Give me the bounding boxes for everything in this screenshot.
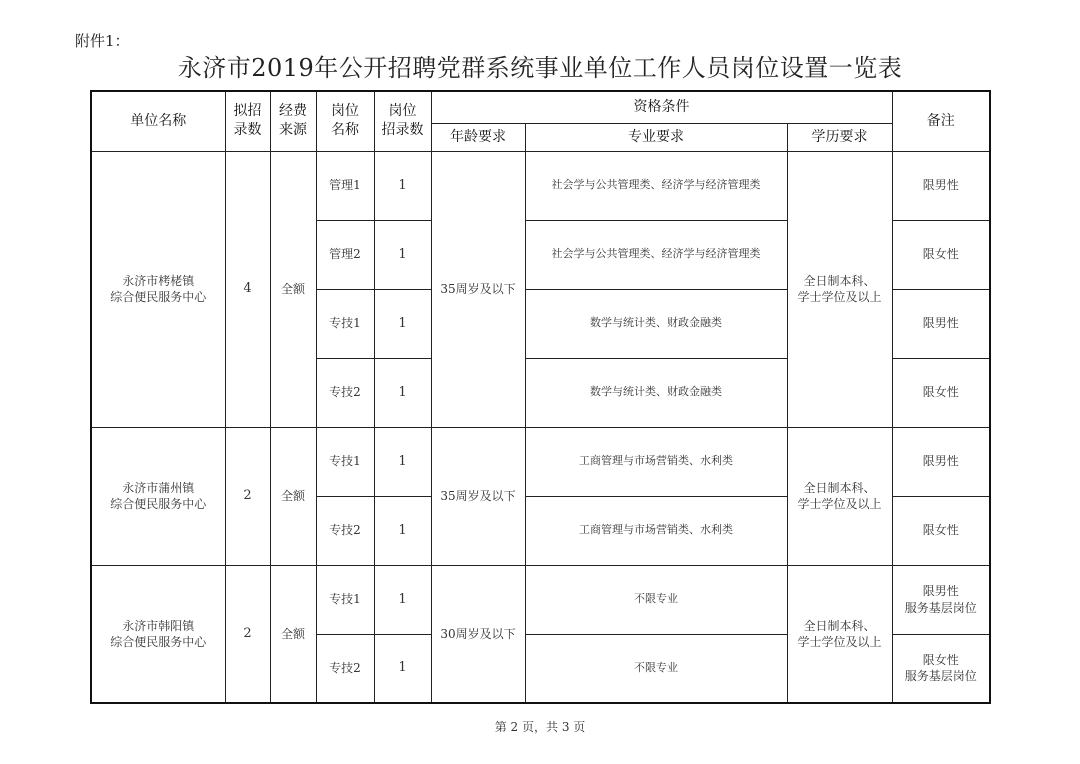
fund-source: 全额	[270, 565, 316, 703]
header-major: 专业要求	[525, 123, 787, 151]
post-name: 专技2	[316, 358, 374, 427]
post-name: 专技1	[316, 289, 374, 358]
education-requirement: 全日制本科、 学士学位及以上	[787, 151, 892, 427]
post-name: 管理2	[316, 220, 374, 289]
post-count: 1	[374, 151, 431, 220]
post-count: 1	[374, 634, 431, 703]
education-requirement: 全日制本科、 学士学位及以上	[787, 427, 892, 565]
header-post: 岗位 名称	[316, 91, 374, 151]
header-row-1	[91, 91, 990, 123]
fund-source: 全额	[270, 151, 316, 427]
positions-table	[90, 90, 991, 704]
post-count: 1	[374, 220, 431, 289]
post-name: 专技1	[316, 565, 374, 634]
major-requirement: 社会学与公共管理类、经济学与经济管理类	[525, 220, 787, 289]
post-count: 1	[374, 427, 431, 496]
remark: 限女性	[892, 496, 990, 565]
major-requirement: 工商管理与市场营销类、水利类	[525, 496, 787, 565]
plan-count: 2	[225, 565, 270, 703]
major-requirement: 工商管理与市场营销类、水利类	[525, 427, 787, 496]
education-requirement: 全日制本科、 学士学位及以上	[787, 565, 892, 703]
table-row	[91, 427, 990, 496]
remark: 限男性	[892, 151, 990, 220]
header-plan: 拟招 录数	[225, 91, 270, 151]
age-requirement: 30周岁及以下	[431, 565, 525, 703]
plan-count: 2	[225, 427, 270, 565]
remark: 限女性	[892, 358, 990, 427]
header-education: 学历要求	[787, 123, 892, 151]
major-requirement: 社会学与公共管理类、经济学与经济管理类	[525, 151, 787, 220]
remark: 限女性 服务基层岗位	[892, 634, 990, 703]
header-qualifications: 资格条件	[431, 91, 892, 123]
table-row	[91, 151, 990, 220]
plan-count: 4	[225, 151, 270, 427]
post-count: 1	[374, 496, 431, 565]
age-requirement: 35周岁及以下	[431, 151, 525, 427]
post-name: 专技1	[316, 427, 374, 496]
header-post-num: 岗位 招录数	[374, 91, 431, 151]
post-name: 管理1	[316, 151, 374, 220]
header-unit: 单位名称	[91, 91, 225, 151]
unit-name: 永济市韩阳镇 综合便民服务中心	[91, 565, 225, 703]
unit-name: 永济市蒲州镇 综合便民服务中心	[91, 427, 225, 565]
post-count: 1	[374, 289, 431, 358]
post-name: 专技2	[316, 496, 374, 565]
major-requirement: 不限专业	[525, 634, 787, 703]
attachment-label: 附件1：	[75, 32, 130, 50]
remark: 限男性 服务基层岗位	[892, 565, 990, 634]
fund-source: 全额	[270, 427, 316, 565]
header-fund: 经费 来源	[270, 91, 316, 151]
unit-name: 永济市栲栳镇 综合便民服务中心	[91, 151, 225, 427]
major-requirement: 数学与统计类、财政金融类	[525, 289, 787, 358]
post-count: 1	[374, 358, 431, 427]
age-requirement: 35周岁及以下	[431, 427, 525, 565]
remark: 限女性	[892, 220, 990, 289]
post-count: 1	[374, 565, 431, 634]
major-requirement: 不限专业	[525, 565, 787, 634]
major-requirement: 数学与统计类、财政金融类	[525, 358, 787, 427]
header-remark: 备注	[892, 91, 990, 151]
remark: 限男性	[892, 427, 990, 496]
remark: 限男性	[892, 289, 990, 358]
header-age: 年龄要求	[431, 123, 525, 151]
page-title: 永济市2019年公开招聘党群系统事业单位工作人员岗位设置一览表	[177, 54, 903, 82]
page-footer: 第 2 页，共 3 页	[494, 720, 586, 734]
table-row	[91, 565, 990, 634]
post-name: 专技2	[316, 634, 374, 703]
